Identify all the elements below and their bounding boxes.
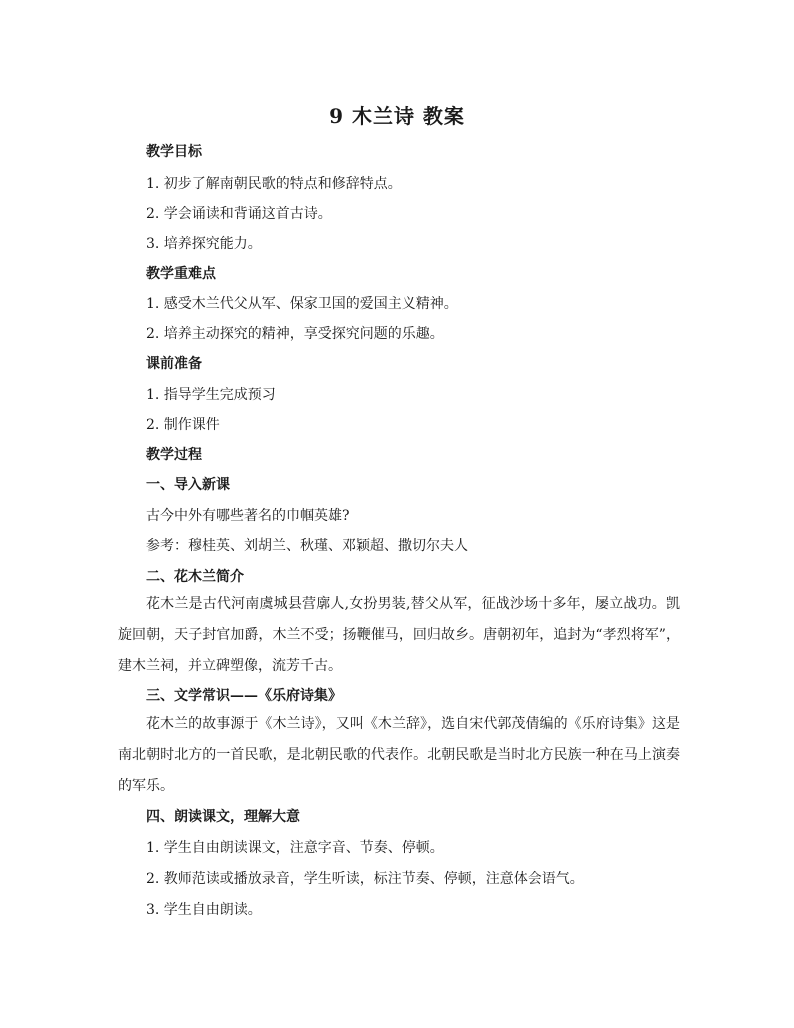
- mulan-intro-paragraph: 花木兰是古代河南虞城县营廓人,女扮男装,替父从军，征战沙场十多年，屡立战功。凯旋回朝，天子封官加爵，木兰不受；扬鞭催马，回归故乡。唐朝初年，追封为“孝烈将军”，建木兰祠，并立碑塑像，流芳千古。: [118, 596, 680, 674]
- reading-item: 1. 学生自由朗读课文，注意字音、节奏、停顿。: [146, 840, 444, 856]
- reading-item: 2. 教师范读或播放录音，学生听读，标注节奏、停顿，注意体会语气。: [146, 871, 584, 887]
- intro-reference: 参考：穆桂英、刘胡兰、秋瑾、邓颖超、撒切尔夫人: [146, 538, 468, 554]
- step-heading-mulan-intro: 二、花木兰简介: [146, 569, 244, 585]
- reading-item: 3. 学生自由朗读。: [146, 902, 262, 918]
- goal-item: 1. 初步了解南朝民歌的特点和修辞特点。: [146, 176, 402, 192]
- step-heading-intro: 一、导入新课: [146, 477, 230, 493]
- section-heading-preparation: 课前准备: [146, 356, 202, 372]
- step-heading-reading: 四、朗读课文，理解大意: [146, 809, 300, 825]
- intro-question: 古今中外有哪些著名的巾帼英雄?: [146, 508, 350, 524]
- key-point-item: 1. 感受木兰代父从军、保家卫国的爱国主义精神。: [146, 296, 458, 312]
- literary-knowledge-paragraph: 花木兰的故事源于《木兰诗》，又叫《木兰辞》，选自宋代郭茂倩编的《乐府诗集》这是南北朝时北方的一首民歌，是北朝民歌的代表作。北朝民歌是当时北方民族一种在马上演奏的军乐。: [118, 716, 680, 794]
- preparation-item: 2. 制作课件: [146, 417, 220, 433]
- key-point-item: 2. 培养主动探究的精神，享受探究问题的乐趣。: [146, 326, 444, 342]
- preparation-item: 1. 指导学生完成预习: [146, 387, 276, 403]
- page-title: 9 木兰诗 教案: [329, 104, 465, 128]
- goal-item: 3. 培养探究能力。: [146, 236, 262, 252]
- goal-item: 2. 学会诵读和背诵这首古诗。: [146, 206, 332, 222]
- section-heading-process: 教学过程: [146, 447, 202, 463]
- step-heading-literary-knowledge: 三、文学常识——《乐府诗集》: [146, 688, 342, 704]
- section-heading-key-points: 教学重难点: [146, 266, 216, 282]
- section-heading-goals: 教学目标: [146, 144, 202, 160]
